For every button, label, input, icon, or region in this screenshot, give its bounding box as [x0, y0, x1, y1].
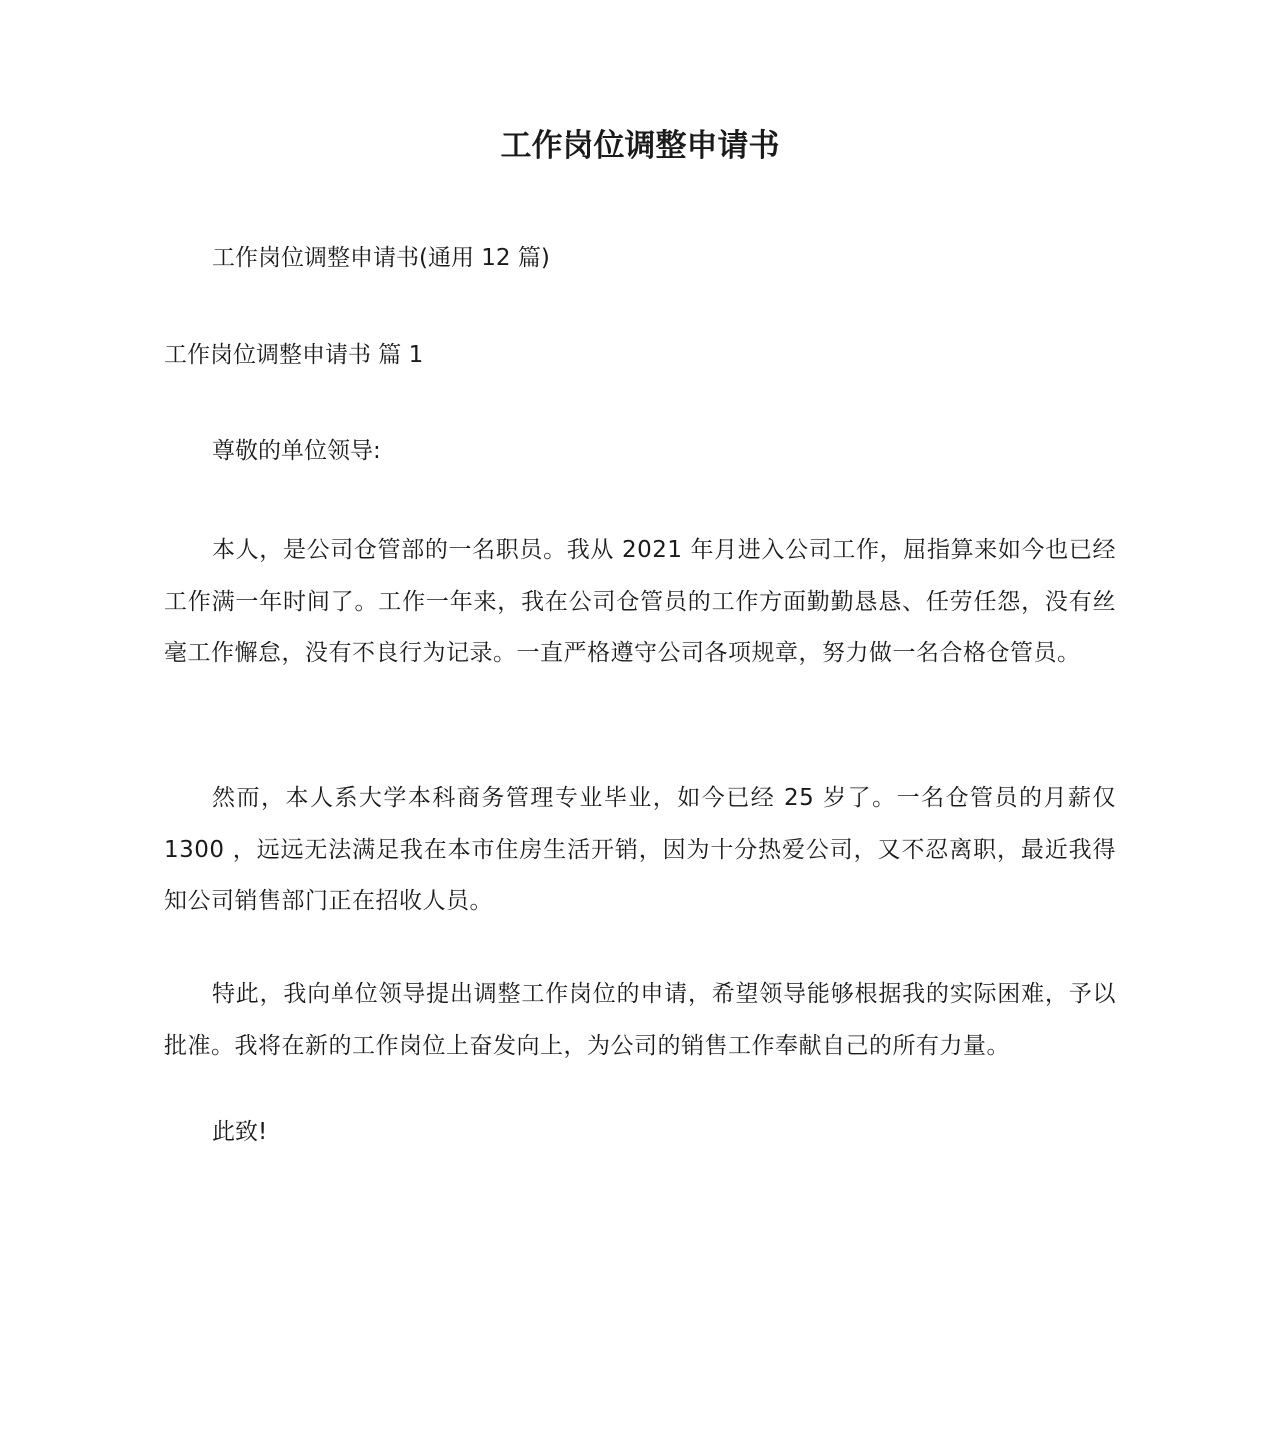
body-paragraph: 特此，我向单位领导提出调整工作岗位的申请，希望领导能够根据我的实际困难，予以批准。我将在新的工作岗位上奋发向上，为公司的销售工作奉献自己的所有力量。 [164, 981, 1116, 1059]
salutation: 尊敬的单位领导: [212, 438, 381, 464]
closing-line: 此致! [212, 1119, 268, 1145]
document-subtitle: 工作岗位调整申请书(通用 12 篇) [212, 245, 550, 271]
document-title: 工作岗位调整申请书 [500, 128, 780, 164]
body-paragraph: 然而，本人系大学本科商务管理专业毕业，如今已经 25 岁了。一名仓管员的月薪仅 1300 ，远远无法满足我在本市住房生活开销，因为十分热爱公司，又不忍离职，最近我得知公司销售部门正在招收人员。 [164, 785, 1116, 914]
section-heading: 工作岗位调整申请书 篇 1 [164, 342, 424, 368]
body-paragraph: 本人，是公司仓管部的一名职员。我从 2021 年月进入公司工作，屈指算来如今也已经工作满一年时间了。工作一年来，我在公司仓管员的工作方面勤勤恳恳、任劳任怨，没有丝毫工作懈怠，没有不良行为记录。一直严格遵守公司各项规章，努力做一名合格仓管员。 [164, 537, 1116, 666]
